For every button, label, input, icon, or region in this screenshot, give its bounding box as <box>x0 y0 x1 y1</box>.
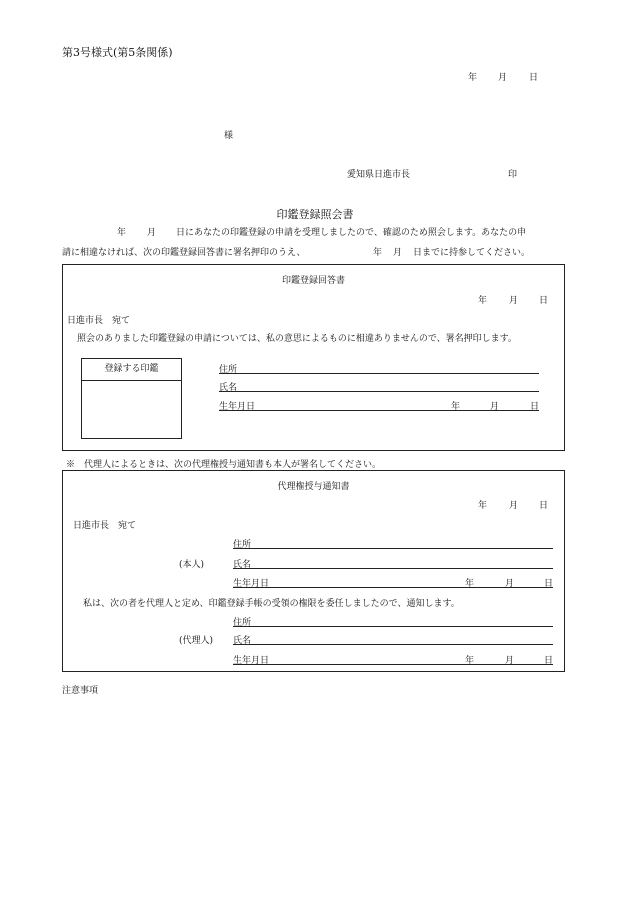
agent-label: (代理人) <box>179 636 214 646</box>
principal-address-line[interactable] <box>233 548 553 549</box>
day-unit: 日 <box>529 73 539 83</box>
reply-name-label: 氏名 <box>219 383 238 393</box>
seal-box-label: 登録する印鑑 <box>82 359 181 381</box>
proxy-note: ※ 代理人によるときは、次の代理権授与通知書も本人が署名してください。 <box>66 460 382 470</box>
reply-birth-line[interactable] <box>219 410 539 411</box>
principal-name-line[interactable] <box>233 568 553 569</box>
reply-address-label: 住所 <box>219 365 238 375</box>
reply-year-unit: 年 <box>478 296 488 306</box>
intro-tail: 日までに持参してください。 <box>413 248 531 258</box>
notes-label: 注意事項 <box>62 686 99 696</box>
reply-birth-day: 日 <box>530 402 540 412</box>
document-title: 印鑑登録照会書 <box>276 208 354 221</box>
header-date <box>0 70 630 82</box>
reply-date <box>63 293 564 305</box>
proxy-statement: 私は、次の者を代理人と定め、印鑑登録手帳の受領の権限を委任しましたので、通知します。 <box>83 599 460 609</box>
proxy-addressee: 日進市長 宛て <box>73 521 137 531</box>
proxy-day-unit: 日 <box>539 501 549 511</box>
proxy-month-unit: 月 <box>509 501 519 511</box>
issuer-seal-mark: 印 <box>508 170 518 180</box>
month-unit: 月 <box>498 73 508 83</box>
agent-birth-year: 年 <box>465 656 475 666</box>
agent-birth-month: 月 <box>505 656 515 666</box>
reply-addressee: 日進市長 宛て <box>67 316 131 326</box>
issuer: 愛知県日進市長 <box>347 170 411 180</box>
deadline-month-unit: 月 <box>393 248 403 258</box>
year-unit: 年 <box>468 73 478 83</box>
form-number: 第3号様式(第5条関係) <box>62 46 173 59</box>
agent-address-line[interactable] <box>233 626 553 627</box>
principal-birth-year: 年 <box>465 579 475 589</box>
proxy-year-unit: 年 <box>478 501 488 511</box>
agent-birth-label: 生年月日 <box>233 656 270 666</box>
reply-birth-label: 生年月日 <box>219 402 256 412</box>
principal-birth-line[interactable] <box>233 587 553 588</box>
principal-birth-day: 日 <box>544 579 554 589</box>
intro-year-unit: 年 <box>117 228 127 238</box>
principal-name-label: 氏名 <box>233 560 252 570</box>
proxy-form-box <box>62 470 565 672</box>
reply-title: 印鑑登録回答書 <box>281 276 345 286</box>
addressee-suffix: 様 <box>224 131 234 141</box>
agent-name-label: 氏名 <box>233 636 252 646</box>
reply-form-box <box>62 264 565 451</box>
intro-text-2: 請に相違なければ、次の印鑑登録回答書に署名押印のうえ、 <box>62 248 306 258</box>
agent-birth-line[interactable] <box>233 664 553 665</box>
reply-statement: 照会のありました印鑑登録の申請については、私の意思によるものに相違ありませんので、署名押印します。 <box>77 334 517 344</box>
principal-label: (本人) <box>179 560 205 570</box>
proxy-date <box>63 498 564 510</box>
reply-month-unit: 月 <box>509 296 519 306</box>
intro-line-1 <box>0 225 630 237</box>
intro-text-1: 日にあなたの印鑑登録の申請を受理しましたので、確認のため照会します。あなたの申 <box>176 228 527 238</box>
principal-birth-month: 月 <box>505 579 515 589</box>
reply-address-line[interactable] <box>219 373 539 374</box>
principal-birth-label: 生年月日 <box>233 579 270 589</box>
deadline-year-unit: 年 <box>373 248 383 258</box>
agent-name-line[interactable] <box>233 644 553 645</box>
intro-line-2 <box>0 245 630 257</box>
agent-birth-day: 日 <box>544 656 554 666</box>
proxy-title: 代理権授与通知書 <box>277 482 350 492</box>
principal-address-label: 住所 <box>233 540 252 550</box>
reply-name-line[interactable] <box>219 391 539 392</box>
intro-month-unit: 月 <box>147 228 157 238</box>
reply-day-unit: 日 <box>539 296 549 306</box>
agent-address-label: 住所 <box>233 618 252 628</box>
reply-birth-month: 月 <box>490 402 500 412</box>
reply-birth-year: 年 <box>451 402 461 412</box>
